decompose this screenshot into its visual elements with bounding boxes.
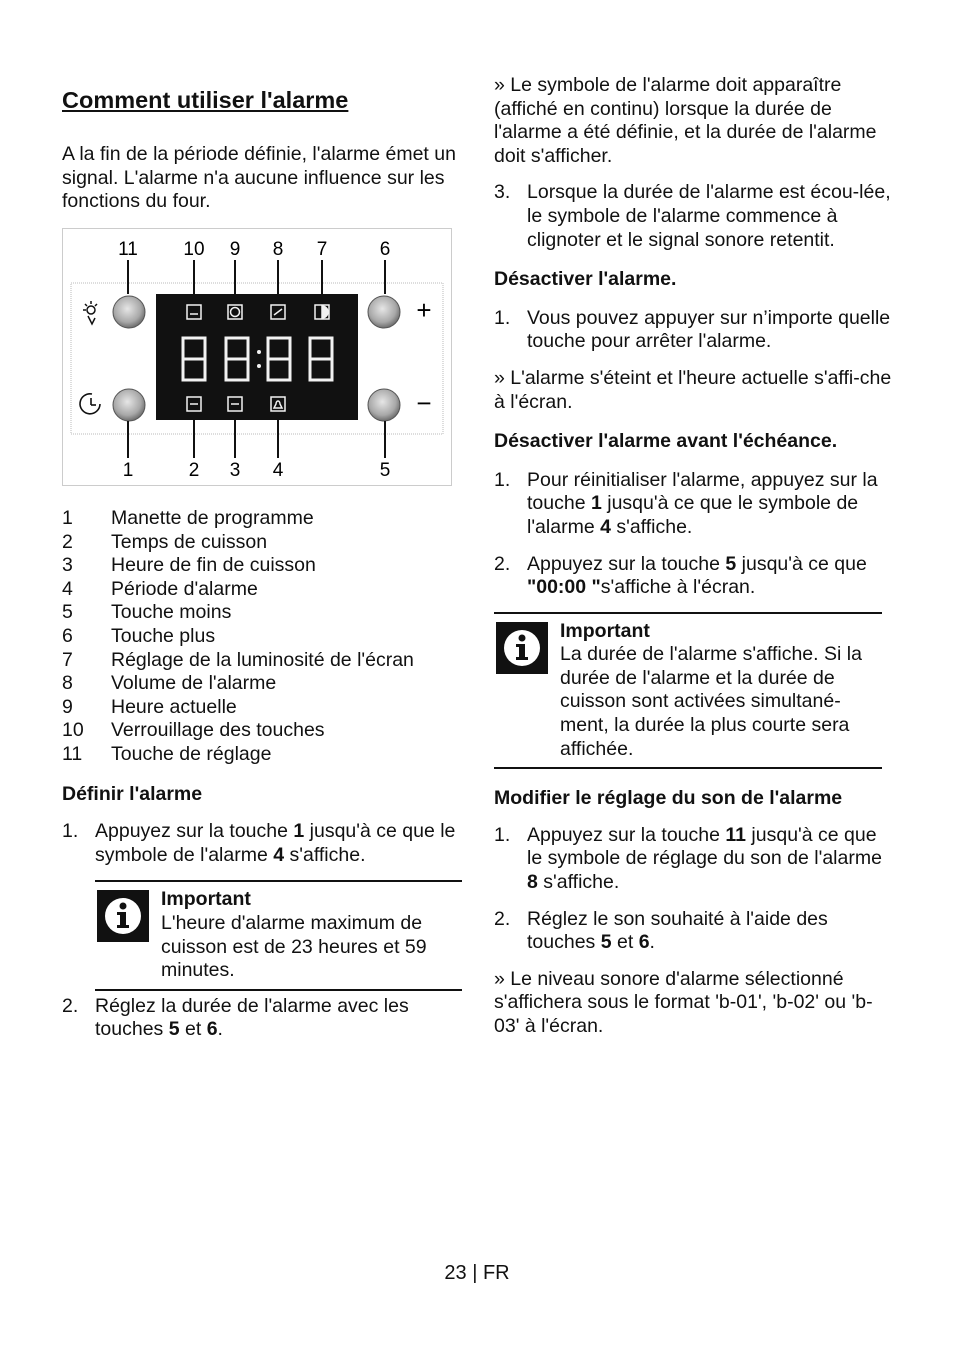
legend-label: Volume de l'alarme: [111, 672, 277, 695]
deactivate-step-1: [494, 307, 894, 354]
step-number: 1.: [494, 306, 511, 329]
control-panel-svg: [62, 228, 452, 486]
step-number: 2.: [494, 552, 511, 575]
step-text: s'affiche.: [610, 515, 693, 538]
minus-sign: −: [416, 388, 432, 418]
step-key: 1: [293, 820, 305, 843]
programme-knob: [113, 389, 145, 421]
deactivate-early-heading: Désactiver l'alarme avant l'échéance.: [494, 430, 838, 453]
step-text: Réglez le son souhaité à l'aide des touches: [527, 907, 828, 954]
legend-number: 5: [62, 601, 73, 624]
step-text: jusqu'à ce que le symbole de l'alarme: [527, 492, 859, 538]
legend-label: Réglage de la luminosité de l'écran: [111, 648, 414, 671]
legend-item: [62, 554, 462, 578]
legend-item: [62, 743, 462, 767]
step-text: s'affiche.: [537, 871, 620, 894]
step-text: Vous pouvez appuyer sur n’importe quelle touche pour arrêter l'alarme.: [527, 306, 891, 353]
callout-7: 7: [316, 239, 328, 260]
right-column: [494, 74, 894, 1039]
result-note-3: » Le niveau sonore d'alarme sélectionné s'affichera sous le format 'b-01', 'b-02' ou 'b-03' à l'écran.: [494, 967, 873, 1037]
step-key: "00:00 ": [527, 576, 601, 599]
legend-item: [62, 672, 462, 696]
control-panel-diagram: [62, 228, 452, 486]
step-text: Lorsque la durée de l'alarme est écou-lée, le symbole de l'alarme commence à clignoter et le signal sonore retentit.: [527, 181, 891, 251]
plus-knob: [368, 296, 400, 328]
legend-number: 9: [62, 695, 73, 718]
settings-sun-icon: [83, 301, 97, 324]
step-number: 1.: [494, 823, 511, 846]
step-key: 8: [527, 871, 538, 894]
callout-3: 3: [229, 460, 241, 481]
legend-label: Verrouillage des touches: [111, 719, 325, 742]
step-text: jusqu'à ce que le symbole de l'alarme: [95, 820, 456, 866]
legend-item: [62, 625, 462, 649]
plus-sign: +: [416, 295, 432, 325]
legend-label: Temps de cuisson: [111, 530, 268, 553]
sound-step-2: [494, 908, 894, 955]
step-number: 3.: [494, 181, 511, 204]
legend-label: Heure actuelle: [111, 695, 237, 718]
sound-heading: Modifier le réglage du son de l'alarme: [494, 787, 843, 810]
legend-number: 8: [62, 672, 73, 695]
step-key: 4: [273, 843, 285, 866]
step-number: 1.: [494, 468, 511, 491]
step-text: Appuyez sur la touche: [527, 823, 726, 846]
legend-label: Heure de fin de cuisson: [111, 554, 316, 577]
top-left-knob: [113, 296, 145, 328]
legend-label: Touche plus: [111, 624, 216, 647]
callout-1: 1: [122, 460, 134, 481]
step-key: 5: [168, 1018, 180, 1041]
set-alarm-heading: Définir l'alarme: [62, 782, 203, 805]
callout-4: 4: [272, 460, 284, 481]
step-text: s'affiche à l'écran.: [600, 576, 756, 599]
legend-item: [62, 601, 462, 625]
step-text: et: [179, 1018, 207, 1041]
callout-8: 8: [272, 239, 284, 260]
legend-number: 6: [62, 624, 73, 647]
result-note-2: » L'alarme s'éteint et l'heure actuelle s'affi-che à l'écran.: [494, 366, 892, 413]
info-icon: [496, 622, 548, 674]
legend-item: [62, 578, 462, 602]
step-key: 6: [206, 1018, 218, 1041]
early-step-1: [494, 469, 894, 540]
step-text: et: [611, 931, 639, 954]
legend-label: Touche de réglage: [111, 742, 272, 765]
step-key: 5: [600, 931, 612, 954]
callout-11: 11: [118, 239, 138, 260]
step-3: [494, 181, 894, 252]
callout-5: 5: [379, 460, 391, 481]
step-number: 2.: [62, 994, 79, 1017]
callout-10: 10: [183, 239, 205, 260]
step-text: Appuyez sur la touche: [527, 552, 726, 575]
legend-number: 3: [62, 554, 73, 577]
important-box-1: [95, 880, 462, 990]
step-key: 1: [590, 492, 602, 515]
legend-item: [62, 649, 462, 673]
important-title: Important: [560, 619, 650, 642]
legend-item: [62, 531, 462, 555]
set-step-1: [62, 820, 462, 867]
step-number: 1.: [62, 820, 79, 843]
important-text: L'heure d'alarme maximum de cuisson est de 23 heures et 59 minutes.: [161, 911, 427, 982]
legend-number: 7: [62, 648, 73, 671]
bottom-leader-lines: [128, 414, 385, 458]
legend-label: Touche moins: [111, 601, 232, 624]
step-text: jusqu'à ce que: [736, 552, 867, 575]
sound-step-1: [494, 824, 894, 895]
legend-number: 10: [62, 719, 84, 742]
step-text: Pour réinitialiser l'alarme, appuyez sur la touche: [527, 468, 878, 515]
important-box-2: [494, 612, 882, 770]
deactivate-heading: Désactiver l'alarme.: [494, 268, 677, 291]
important-title: Important: [161, 888, 251, 911]
step-text: s'affiche.: [284, 843, 366, 866]
callout-2: 2: [188, 460, 200, 481]
set-step-2: [62, 995, 462, 1042]
early-step-2: [494, 553, 894, 600]
callout-9: 9: [229, 239, 241, 260]
step-text: jusqu'à ce que le symbole de réglage du son de l'alarme: [527, 823, 882, 870]
section-title: Comment utiliser l'alarme: [62, 87, 349, 113]
step-text: Appuyez sur la touche: [95, 820, 294, 843]
step-key: 11: [725, 823, 746, 846]
timer-clock-icon: [80, 394, 100, 414]
legend-item: [62, 696, 462, 720]
step-key: 4: [600, 515, 611, 538]
callout-6: 6: [379, 239, 391, 260]
legend-number: 2: [62, 530, 73, 553]
step-key: 6: [638, 931, 650, 954]
legend-number: 11: [62, 742, 83, 765]
result-note-1: » Le symbole de l'alarme doit apparaître (affiché en continu) lorsque la durée de l'alarme a été définie, et la durée de l'alarme doit s'afficher.: [494, 74, 877, 167]
step-text: .: [649, 931, 655, 954]
page-footer: 23 | FR: [444, 1262, 510, 1284]
legend-label: Manette de programme: [111, 507, 314, 529]
legend-item: [62, 719, 462, 743]
minus-knob: [368, 389, 400, 421]
legend-item: [62, 507, 462, 531]
legend-number: 1: [62, 507, 73, 529]
info-icon: [97, 890, 149, 942]
step-key: 5: [725, 552, 737, 575]
step-text: Réglez la durée de l'alarme avec les touches: [95, 994, 409, 1041]
legend-label: Période d'alarme: [111, 577, 258, 600]
step-number: 2.: [494, 907, 511, 930]
important-text: La durée de l'alarme s'affiche. Si la durée de l'alarme et la durée de cuisson sont activées simultané-ment, la durée la plus courte sera affichée.: [560, 643, 862, 760]
left-lower: [62, 507, 462, 1042]
legend-number: 4: [62, 577, 73, 600]
step-text: .: [217, 1018, 223, 1041]
intro-paragraph: A la fin de la période définie, l'alarme émet un signal. L'alarme n'a aucune influence sur les fonctions du four.: [62, 143, 456, 213]
legend-list: [62, 507, 462, 767]
left-column: [62, 85, 462, 214]
